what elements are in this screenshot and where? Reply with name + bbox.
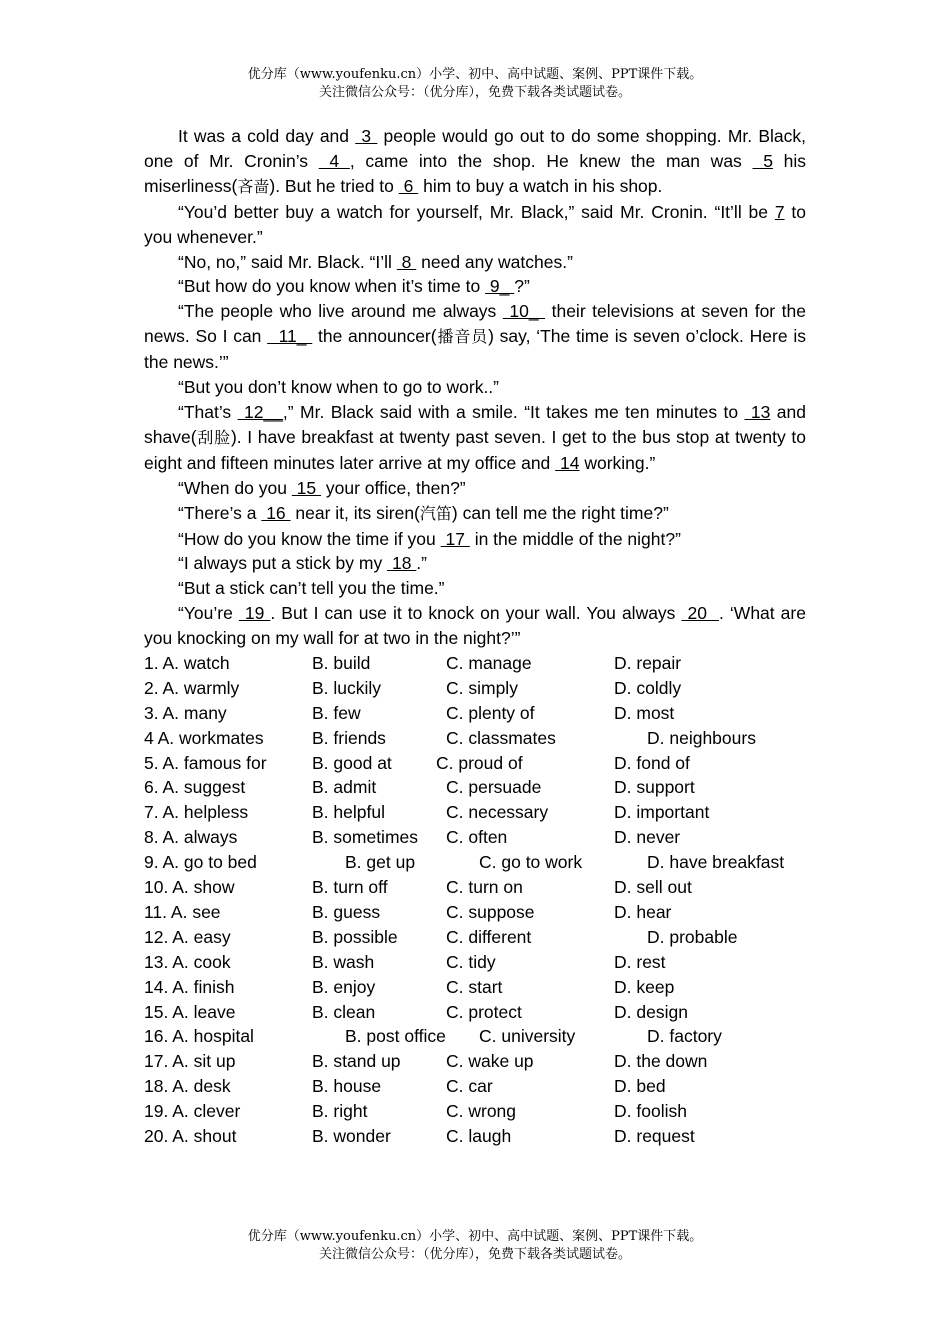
option-c: C. different bbox=[446, 926, 532, 947]
option-b: B. friends bbox=[312, 727, 386, 748]
option-d: D. important bbox=[614, 802, 710, 823]
passage-paragraph: “The people who live around me always 10_ their televisions at seven for the news. So I can 11_ the announcer(播音员) say, ‘The time is seven o’clock. Here is the news.’” bbox=[144, 301, 806, 373]
document-body bbox=[144, 124, 806, 1149]
option-row bbox=[144, 950, 806, 975]
option-c: C. necessary bbox=[446, 802, 549, 823]
option-a: 11. A. see bbox=[144, 901, 221, 922]
cloze-blank: 8 bbox=[396, 251, 417, 272]
option-c: C. persuade bbox=[446, 777, 542, 798]
option-d: D. the down bbox=[614, 1051, 708, 1072]
footer-line-2: 关注微信公众号：（优分库），免费下载各类试题试卷。 bbox=[318, 1247, 631, 1262]
cloze-blank: 6 bbox=[398, 175, 419, 196]
option-b: B. few bbox=[312, 702, 361, 723]
option-b: B. good at bbox=[312, 752, 392, 773]
option-row bbox=[144, 975, 806, 1000]
option-d: D. have breakfast bbox=[647, 852, 785, 873]
option-row bbox=[144, 726, 806, 751]
option-b: B. post office bbox=[345, 1026, 446, 1047]
passage-paragraph: “How do you know the time if you 17 in the middle of the night?” bbox=[178, 528, 681, 549]
option-a: 19. A. clever bbox=[144, 1101, 241, 1122]
option-row bbox=[144, 1049, 806, 1074]
option-b: B. clean bbox=[312, 1001, 376, 1022]
option-a: 10. A. show bbox=[144, 877, 235, 898]
option-b: B. enjoy bbox=[312, 976, 376, 997]
option-b: B. stand up bbox=[312, 1051, 401, 1072]
option-c: C. proud of bbox=[436, 752, 523, 773]
cloze-blank: 7 bbox=[774, 201, 785, 222]
option-a: 2. A. warmly bbox=[144, 677, 240, 698]
option-d: D. rest bbox=[614, 951, 666, 972]
page-header bbox=[0, 66, 950, 102]
option-c: C. simply bbox=[446, 677, 518, 698]
option-c: C. university bbox=[479, 1026, 576, 1047]
header-line-2: 关注微信公众号：（优分库），免费下载各类试题试卷。 bbox=[318, 85, 631, 100]
option-a: 6. A. suggest bbox=[144, 777, 246, 798]
cloze-blank: 4 bbox=[318, 150, 350, 171]
option-b: B. sometimes bbox=[312, 827, 418, 848]
cloze-blank: 13 bbox=[744, 401, 771, 422]
passage-paragraph: “There’s a 16 near it, its siren(汽笛) can tell me the right time?” bbox=[178, 502, 669, 523]
option-c: C. laugh bbox=[446, 1125, 512, 1146]
cloze-blank: 14 bbox=[555, 452, 580, 473]
option-row bbox=[144, 1000, 806, 1025]
option-b: B. wash bbox=[312, 951, 375, 972]
option-a: 4 A. workmates bbox=[144, 727, 264, 748]
passage-paragraph: “But how do you know when it’s time to 9_ ?” bbox=[178, 276, 530, 297]
option-c: C. suppose bbox=[446, 901, 535, 922]
option-b: B. guess bbox=[312, 901, 381, 922]
option-b: B. wonder bbox=[312, 1125, 391, 1146]
chinese-gloss: 吝啬 bbox=[237, 176, 270, 196]
option-row bbox=[144, 701, 806, 726]
option-c: C. car bbox=[446, 1076, 493, 1097]
option-c: C. protect bbox=[446, 1001, 522, 1022]
option-d: D. repair bbox=[614, 653, 682, 674]
cloze-blank: 15 bbox=[291, 477, 322, 498]
option-a: 12. A. easy bbox=[144, 926, 231, 947]
chinese-gloss: 汽笛 bbox=[419, 503, 452, 523]
option-d: D. foolish bbox=[614, 1101, 687, 1122]
cloze-blank: 10_ bbox=[502, 301, 546, 322]
passage-paragraph: “No, no,” said Mr. Black. “I’ll 8 need any watches.” bbox=[178, 251, 573, 272]
option-a: 20. A. shout bbox=[144, 1125, 237, 1146]
option-c: C. tidy bbox=[446, 951, 496, 972]
passage-paragraph: It was a cold day and 3 people would go out to do some shopping. Mr. Black, one of Mr. Cronin’s 4 , came into the shop. He knew the man was 5 his miserliness(吝啬). But he tried to 6 him to buy a watch in his shop. bbox=[144, 126, 806, 196]
cloze-blank: 17 bbox=[440, 528, 470, 549]
footer-line-1: 优分库（www.youfenku.cn）小学、初中、高中试题、案例、PPT课件下载。 bbox=[247, 1229, 703, 1244]
option-row bbox=[144, 925, 806, 950]
cloze-passage bbox=[144, 124, 806, 651]
passage-paragraph: “You’re 19 . But I can use it to knock on your wall. You always 20 . ‘What are you knocking on my wall for at two in the night?’” bbox=[144, 603, 806, 649]
page-footer bbox=[0, 1228, 950, 1264]
option-row bbox=[144, 875, 806, 900]
option-d: D. fond of bbox=[614, 752, 690, 773]
option-d: D. never bbox=[614, 827, 681, 848]
option-a: 17. A. sit up bbox=[144, 1051, 236, 1072]
passage-paragraph: “When do you 15 your office, then?” bbox=[178, 477, 466, 498]
option-a: 16. A. hospital bbox=[144, 1026, 254, 1047]
option-b: B. luckily bbox=[312, 677, 382, 698]
option-d: D. sell out bbox=[614, 877, 692, 898]
option-a: 13. A. cook bbox=[144, 951, 231, 972]
cloze-blank: 18 bbox=[387, 553, 417, 574]
cloze-blank: 19 bbox=[238, 603, 271, 624]
option-c: C. go to work bbox=[479, 852, 583, 873]
option-c: C. often bbox=[446, 827, 508, 848]
option-b: B. admit bbox=[312, 777, 377, 798]
option-a: 5. A. famous for bbox=[144, 752, 267, 773]
option-c: C. start bbox=[446, 976, 503, 997]
option-row bbox=[144, 825, 806, 850]
option-row bbox=[144, 651, 806, 676]
passage-paragraph: “That’s 12__,” Mr. Black said with a smile. “It takes me ten minutes to 13 and shave(刮脸). I have breakfast at twenty past seven. I get to the bus stop at twenty to eight and fifteen minutes later arrive at my office and 14 working.” bbox=[144, 401, 807, 473]
option-b: B. turn off bbox=[312, 877, 388, 898]
option-d: D. probable bbox=[647, 926, 738, 947]
option-b: B. build bbox=[312, 653, 371, 674]
option-d: D. design bbox=[614, 1001, 688, 1022]
option-c: C. turn on bbox=[446, 877, 523, 898]
cloze-blank: 3 bbox=[355, 126, 378, 146]
option-d: D. keep bbox=[614, 976, 675, 997]
option-row bbox=[144, 775, 806, 800]
option-d: D. bed bbox=[614, 1076, 666, 1097]
passage-paragraph: “You’d better buy a watch for yourself, Mr. Black,” said Mr. Cronin. “It’ll be 7 to you whenever.” bbox=[144, 201, 806, 247]
option-row bbox=[144, 1124, 806, 1149]
option-row bbox=[144, 900, 806, 925]
option-a: 9. A. go to bed bbox=[144, 852, 257, 873]
option-d: D. request bbox=[614, 1125, 695, 1146]
option-b: B. right bbox=[312, 1101, 368, 1122]
passage-paragraph: “But a stick can’t tell you the time.” bbox=[178, 578, 445, 599]
cloze-blank: 5 bbox=[752, 150, 773, 171]
option-c: C. plenty of bbox=[446, 702, 535, 723]
option-a: 15. A. leave bbox=[144, 1001, 236, 1022]
chinese-gloss: 播音员 bbox=[436, 327, 489, 347]
option-c: C. wrong bbox=[446, 1101, 517, 1122]
answer-options bbox=[144, 651, 806, 1149]
option-a: 14. A. finish bbox=[144, 976, 235, 997]
option-d: D. coldly bbox=[614, 677, 682, 698]
option-a: 3. A. many bbox=[144, 702, 227, 723]
option-c: C. manage bbox=[446, 653, 532, 674]
option-a: 1. A. watch bbox=[144, 653, 230, 674]
option-b: B. house bbox=[312, 1076, 382, 1097]
passage-paragraph: “But you don’t know when to go to work..” bbox=[178, 377, 499, 398]
option-b: B. possible bbox=[312, 926, 398, 947]
option-row bbox=[144, 1099, 806, 1124]
chinese-gloss: 刮脸 bbox=[196, 427, 231, 447]
option-row bbox=[144, 1024, 806, 1049]
option-d: D. hear bbox=[614, 901, 672, 922]
header-line-1: 优分库（www.youfenku.cn）小学、初中、高中试题、案例、PPT课件下载。 bbox=[247, 67, 703, 82]
cloze-blank: 16 bbox=[261, 502, 291, 523]
option-c: C. wake up bbox=[446, 1051, 534, 1072]
option-d: D. factory bbox=[647, 1026, 722, 1047]
option-d: D. neighbours bbox=[647, 727, 756, 748]
option-row bbox=[144, 850, 806, 875]
option-d: D. most bbox=[614, 702, 675, 723]
option-a: 7. A. helpless bbox=[144, 802, 249, 823]
option-row bbox=[144, 1074, 806, 1099]
option-b: B. helpful bbox=[312, 802, 385, 823]
option-row bbox=[144, 800, 806, 825]
cloze-blank: 11_ bbox=[267, 326, 313, 347]
option-a: 18. A. desk bbox=[144, 1076, 231, 1097]
passage-paragraph: “I always put a stick by my 18 .” bbox=[178, 553, 427, 574]
option-c: C. classmates bbox=[446, 727, 556, 748]
cloze-blank: 12__ bbox=[237, 401, 283, 422]
option-row bbox=[144, 751, 806, 776]
cloze-blank: 9_ bbox=[485, 276, 515, 297]
option-a: 8. A. always bbox=[144, 827, 238, 848]
cloze-blank: 20 bbox=[681, 603, 720, 624]
option-b: B. get up bbox=[345, 852, 416, 873]
option-d: D. support bbox=[614, 777, 695, 798]
option-row bbox=[144, 676, 806, 701]
